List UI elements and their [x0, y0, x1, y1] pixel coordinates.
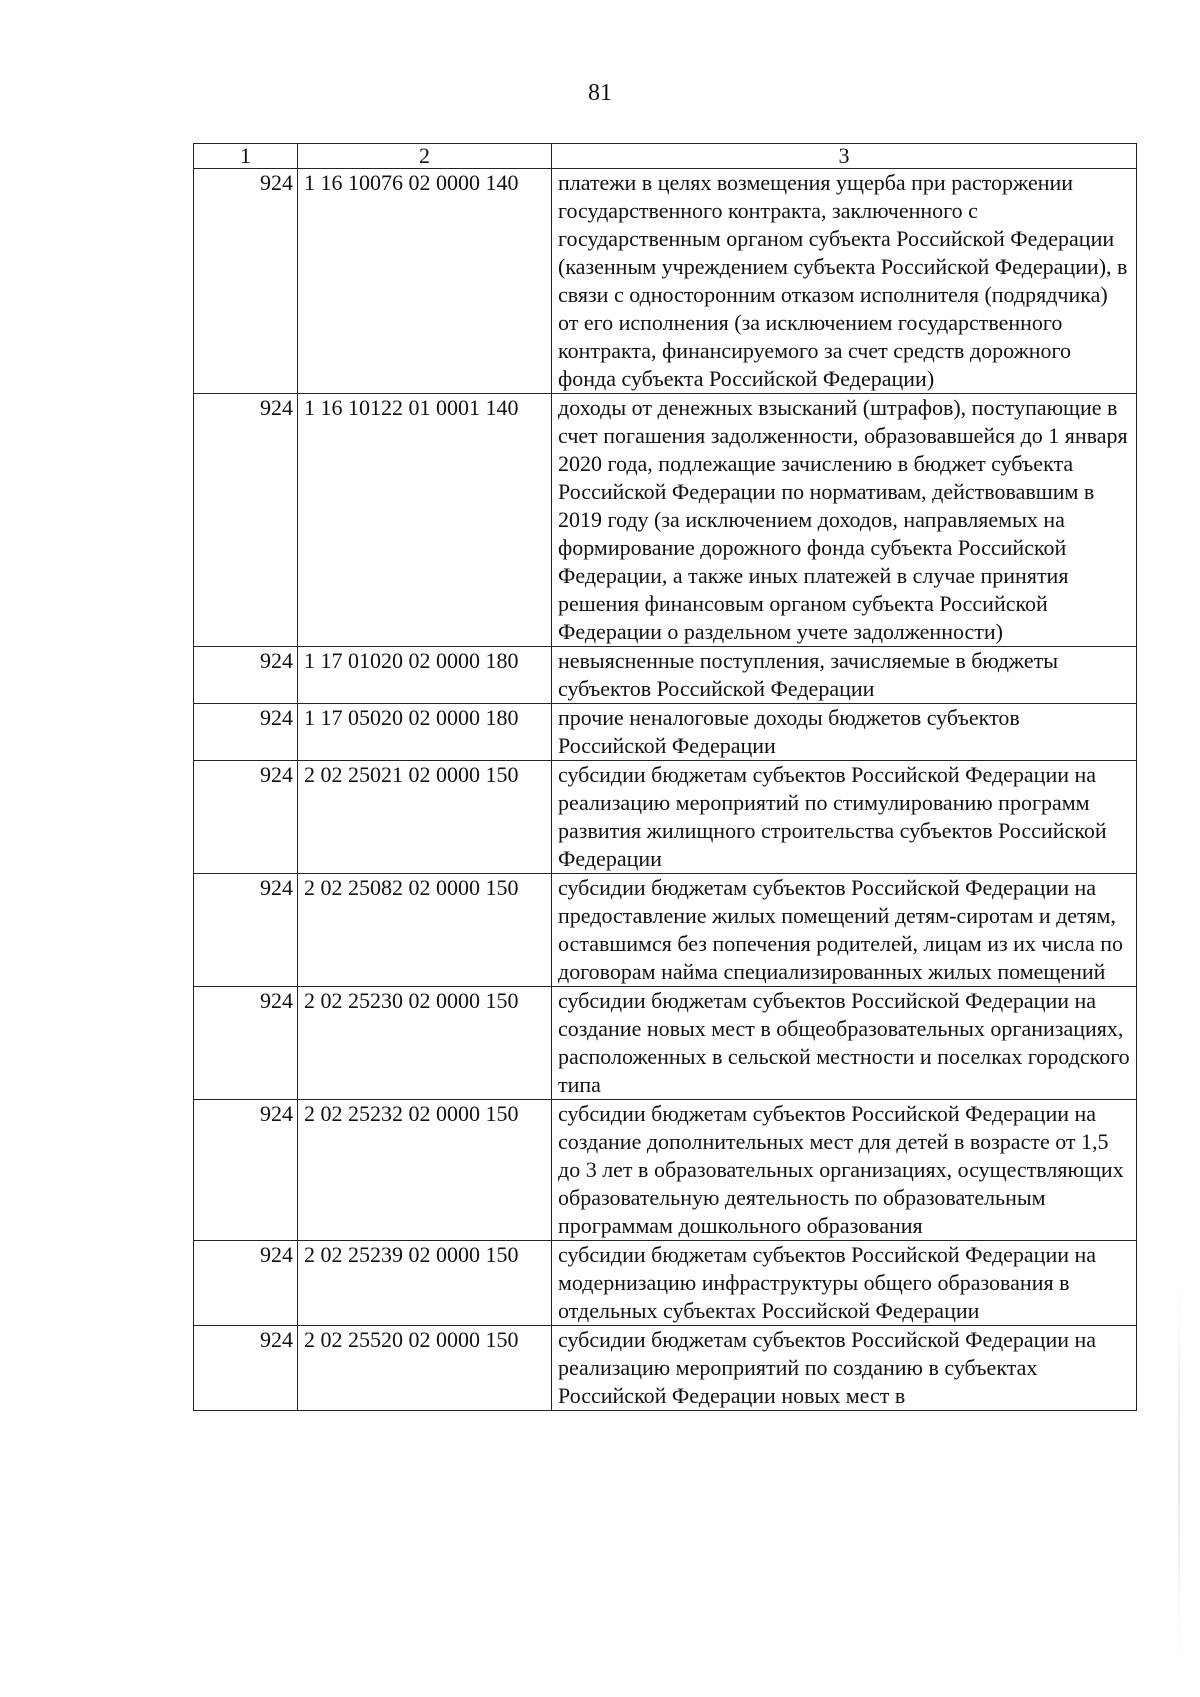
kbk-code-cell: 1 16 10122 01 0001 140: [298, 394, 552, 647]
kbk-code-cell: 2 02 25021 02 0000 150: [298, 761, 552, 874]
admin-code-cell: 924: [194, 761, 298, 874]
table-row: [194, 1100, 1137, 1241]
table-row: [194, 169, 1137, 394]
table-row: [194, 1326, 1137, 1411]
admin-code-cell: 924: [194, 704, 298, 761]
revenue-name-cell: субсидии бюджетам субъектов Российской Федерации на создание новых мест в общеобразовательных организациях, расположенных в сельской местности и поселках городского типа: [552, 987, 1137, 1100]
scan-edge-shadow: [1178, 1280, 1180, 1660]
table-row: [194, 1241, 1137, 1326]
revenue-name-cell: субсидии бюджетам субъектов Российской Федерации на реализацию мероприятий по стимулированию программ развития жилищного строительства субъектов Российской Федерации: [552, 761, 1137, 874]
kbk-code-cell: 2 02 25239 02 0000 150: [298, 1241, 552, 1326]
revenue-code-table: [193, 143, 1137, 1411]
revenue-name-cell: субсидии бюджетам субъектов Российской Федерации на модернизацию инфраструктуры общего образования в отдельных субъектах Российской Федерации: [552, 1241, 1137, 1326]
kbk-code-cell: 1 16 10076 02 0000 140: [298, 169, 552, 394]
table-row: [194, 704, 1137, 761]
kbk-code-cell: 2 02 25232 02 0000 150: [298, 1100, 552, 1241]
column-header-3: 3: [552, 144, 1137, 169]
kbk-code-cell: 2 02 25082 02 0000 150: [298, 874, 552, 987]
revenue-name-cell: невыясненные поступления, зачисляемые в бюджеты субъектов Российской Федерации: [552, 647, 1137, 704]
admin-code-cell: 924: [194, 1326, 298, 1411]
kbk-code-cell: 2 02 25520 02 0000 150: [298, 1326, 552, 1411]
admin-code-cell: 924: [194, 987, 298, 1100]
table-row: [194, 647, 1137, 704]
table-header-row: [194, 144, 1137, 169]
kbk-code-cell: 1 17 01020 02 0000 180: [298, 647, 552, 704]
revenue-name-cell: прочие неналоговые доходы бюджетов субъектов Российской Федерации: [552, 704, 1137, 761]
page-number: 81: [588, 80, 612, 106]
table-row: [194, 761, 1137, 874]
revenue-name-cell: субсидии бюджетам субъектов Российской Федерации на реализацию мероприятий по созданию в субъектах Российской Федерации новых мест в: [552, 1326, 1137, 1411]
admin-code-cell: 924: [194, 169, 298, 394]
kbk-code-cell: 1 17 05020 02 0000 180: [298, 704, 552, 761]
kbk-code-cell: 2 02 25230 02 0000 150: [298, 987, 552, 1100]
admin-code-cell: 924: [194, 647, 298, 704]
admin-code-cell: 924: [194, 1241, 298, 1326]
admin-code-cell: 924: [194, 874, 298, 987]
column-header-1: 1: [194, 144, 298, 169]
revenue-name-cell: субсидии бюджетам субъектов Российской Федерации на предоставление жилых помещений детям-сиротам и детям, оставшимся без попечения родителей, лицам из их числа по договорам найма специализированных жилых помещений: [552, 874, 1137, 987]
revenue-name-cell: субсидии бюджетам субъектов Российской Федерации на создание дополнительных мест для детей в возрасте от 1,5 до 3 лет в образовательных организациях, осуществляющих образовательную деятельность по образовательным программам дошкольного образования: [552, 1100, 1137, 1241]
admin-code-cell: 924: [194, 394, 298, 647]
table-row: [194, 394, 1137, 647]
column-header-2: 2: [298, 144, 552, 169]
revenue-name-cell: доходы от денежных взысканий (штрафов), поступающие в счет погашения задолженности, образовавшейся до 1 января 2020 года, подлежащие зачислению в бюджет субъекта Российской Федерации по нормативам, действовавшим в 2019 году (за исключением доходов, направляемых на формирование дорожного фонда субъекта Российской Федерации, а также иных платежей в случае принятия решения финансовым органом субъекта Российской Федерации о раздельном учете задолженности): [552, 394, 1137, 647]
revenue-name-cell: платежи в целях возмещения ущерба при расторжении государственного контракта, заключенного с государственным органом субъекта Российской Федерации (казенным учреждением субъекта Российской Федерации), в связи с односторонним отказом исполнителя (подрядчика) от его исполнения (за исключением государственного контракта, финансируемого за счет средств дорожного фонда субъекта Российской Федерации): [552, 169, 1137, 394]
table-row: [194, 987, 1137, 1100]
admin-code-cell: 924: [194, 1100, 298, 1241]
table-row: [194, 874, 1137, 987]
